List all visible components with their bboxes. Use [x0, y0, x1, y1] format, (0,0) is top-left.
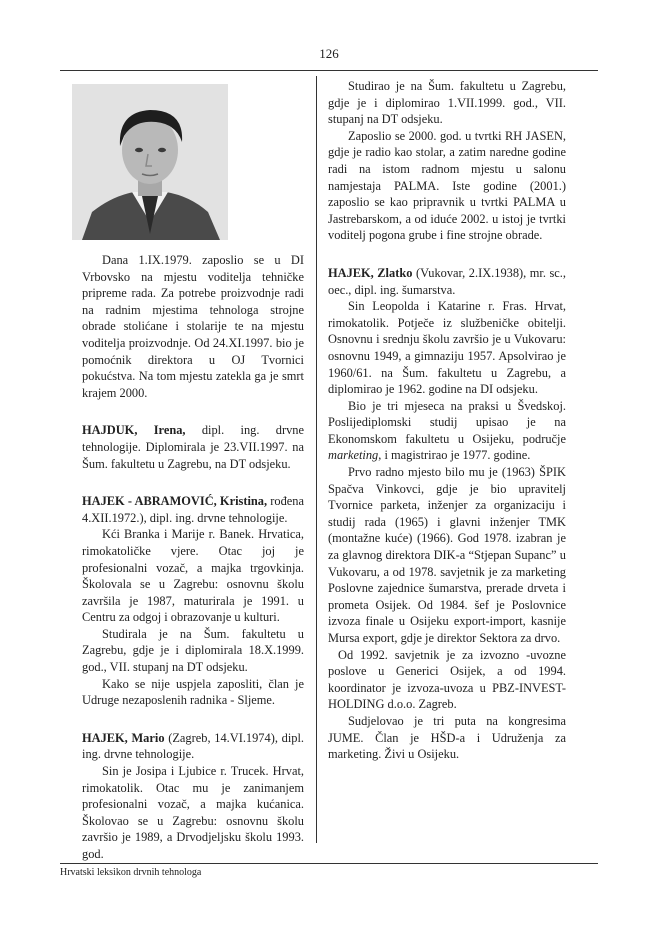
entry-paragraph	[328, 398, 566, 464]
entry-text: dipl. ing. drvne tehnologije. Diplomirala je 23.VII.1997. na Šum. fakultetu u Zagrebu, na DT odsjeku.	[82, 423, 304, 471]
lexicon-entry	[82, 422, 304, 472]
entry-paragraph	[82, 422, 304, 472]
entry-paragraph	[82, 526, 304, 626]
entry-text: Zaposlio se 2000. god. u tvrtki RH JASEN, gdje je radio kao stolar, a zatim naredne godine radi na istom radnom mjestu u salonu namjestaja PALMA. Iste godine (2001.) zaposlio se kao pripravnik u tvrtki PALMA u Jastrebarskom, a od iduće 2002. u istoj je tvrtki voditelj pogona grube i fine strojne obrade.	[328, 128, 566, 243]
column-divider	[316, 76, 317, 843]
entry-paragraph	[82, 493, 304, 526]
entry-headword: HAJEK, Mario	[82, 730, 165, 745]
entry-text: (Zagreb, 14.VI.1974), dipl. ing. drvne tehnologije.	[82, 730, 304, 762]
footer-rule	[60, 863, 598, 864]
italic-text: marketing	[328, 448, 379, 463]
entry-text: Studirala je na Šum. fakultetu u Zagrebu, gdje je i diplomirala 18.X.1999. god., VII. stupanj na DT odsjeku.	[82, 626, 304, 675]
footer-title: Hrvatski leksikon drvnih tehnologa	[60, 867, 202, 878]
entry-text: Sin je Josipa i Ljubice r. Trucek. Hrvat, rimokatolik. Otac mu je zanimanjem profesionalni vozač, a majka kućanica. Školovao se u Zagrebu: osnovnu školu završio je 1989, a Drvodjeljsku školu 1993. god.	[82, 764, 304, 861]
entry-paragraph	[328, 265, 566, 298]
lexicon-entry	[82, 252, 304, 401]
entry-text: rođena 4.XII.1972.), dipl. ing. drvne tehnologije.	[82, 494, 304, 525]
entry-paragraph	[328, 647, 566, 713]
entry-text: Dana 1.IX.1979. zaposlio se u DI Vrbovsko na mjestu voditelja tehničke pripreme rada. Za potrebe proizvodnje radi na radnim mjestima tehnologa strojne obrade stolićane i stolarije te na mjestu voditelja proizvodnje. Od 24.XI.1997. bio je pomoćnik direktora u OJ Tvornici pokućstva. Na tom mjestu zatekla ga je smrt krajem 2000.	[82, 253, 304, 400]
lexicon-entry	[82, 493, 304, 709]
entry-text: Kći Branka i Marije r. Banek. Hrvatica, rimokatoličke vjere. Otac joj je profesionalni vozač, a majka trgovkinja. Školovala se u Zagrebu: osnovnu školu završila je 1987, maturirala je 1991. u Centru za odgoj i obrazovanje u kulturi.	[82, 527, 304, 625]
entry-paragraph	[328, 464, 566, 647]
entry-paragraph	[328, 78, 566, 128]
entry-paragraph	[328, 128, 566, 244]
page-number: 126	[319, 46, 339, 61]
entry-text: Bio je tri mjeseca na praksi u Švedskoj. Poslijediplomski studij upisao je na Ekonomskom fakultetu u Osijeku, područje	[328, 398, 566, 446]
left-column	[82, 252, 304, 863]
right-column	[328, 78, 566, 763]
entry-text: Od 1992. savjetnik je za izvozno -uvozne poslove u Generici Osijek, a od 1994. koordinator je izvoza-uvoza u PBZ-INVEST-HOLDING d.o.o. Zagreb.	[328, 647, 566, 712]
entry-headword: HAJDUK, Irena,	[82, 423, 186, 438]
portrait-photo	[72, 84, 228, 240]
header-rule	[60, 70, 598, 71]
lexicon-entry	[328, 265, 566, 763]
entry-paragraph	[82, 626, 304, 676]
entry-headword: HAJEK, Zlatko	[328, 265, 413, 280]
entry-paragraph	[82, 730, 304, 763]
entry-paragraph	[328, 713, 566, 763]
entry-text: Prvo radno mjesto bilo mu je (1963) ŠPIK Spačva Vinkovci, gdje je bio upravitelj Tvornice parketa, inženjer za organizaciju i studij rada (1965) i glavni inženjer TMK (montažne kuće) (1966). God 1978. izabran je za glavnog direktora DIK-a “Stjepan Supanc” u Vukovaru, a od 1978. savjetnik je za marketing Poslovne zajednice šumarstva, prerade drveta i prometa Osijek. Od 1984. šef je Poslovnice izvoza finale u Osijeku export-import, kasnije Mursa export, gdje je direktor Sektora za drvo.	[328, 465, 566, 645]
entry-paragraph	[82, 252, 304, 401]
entry-text: Studirao je na Šum. fakultetu u Zagrebu, gdje je i diplomirao 1.VII.1999. god., VII. stupanj na DT odsjeku.	[328, 79, 566, 127]
entry-text: (Vukovar, 2.IX.1938), mr. sc., oec., dipl. ing. šumarstva.	[328, 265, 566, 297]
entry-text: , i magistrirao je 1977. godine.	[378, 448, 531, 463]
entry-text: Sudjelovao je tri puta na kongresima JUME. Član je HŠD-a i Udruženja za marketing. Živi u Osijeku.	[328, 713, 566, 762]
entry-paragraph	[82, 676, 304, 709]
entry-text: Sin Leopolda i Katarine r. Fras. Hrvat, rimokatolik. Potječe iz službeničke obitelji. Osnovnu i srednju školu završio je u Vukovaru: osnovnu 1949, a gimnaziju 1957. Apsolvirao je 1960/61. na Šum. fakultetu u Zagrebu, a diplomirao je 1962. godine na DI odsjeku.	[328, 299, 566, 397]
entry-paragraph	[328, 298, 566, 398]
entry-text: Kako se nije uspjela zaposliti, član je Udruge nezaposlenih radnika - Sljeme.	[82, 676, 304, 708]
lexicon-entry	[328, 78, 566, 244]
lexicon-entry	[82, 730, 304, 863]
entry-paragraph	[82, 763, 304, 863]
entry-headword: HAJEK - ABRAMOVIĆ, Kristina,	[82, 494, 268, 509]
